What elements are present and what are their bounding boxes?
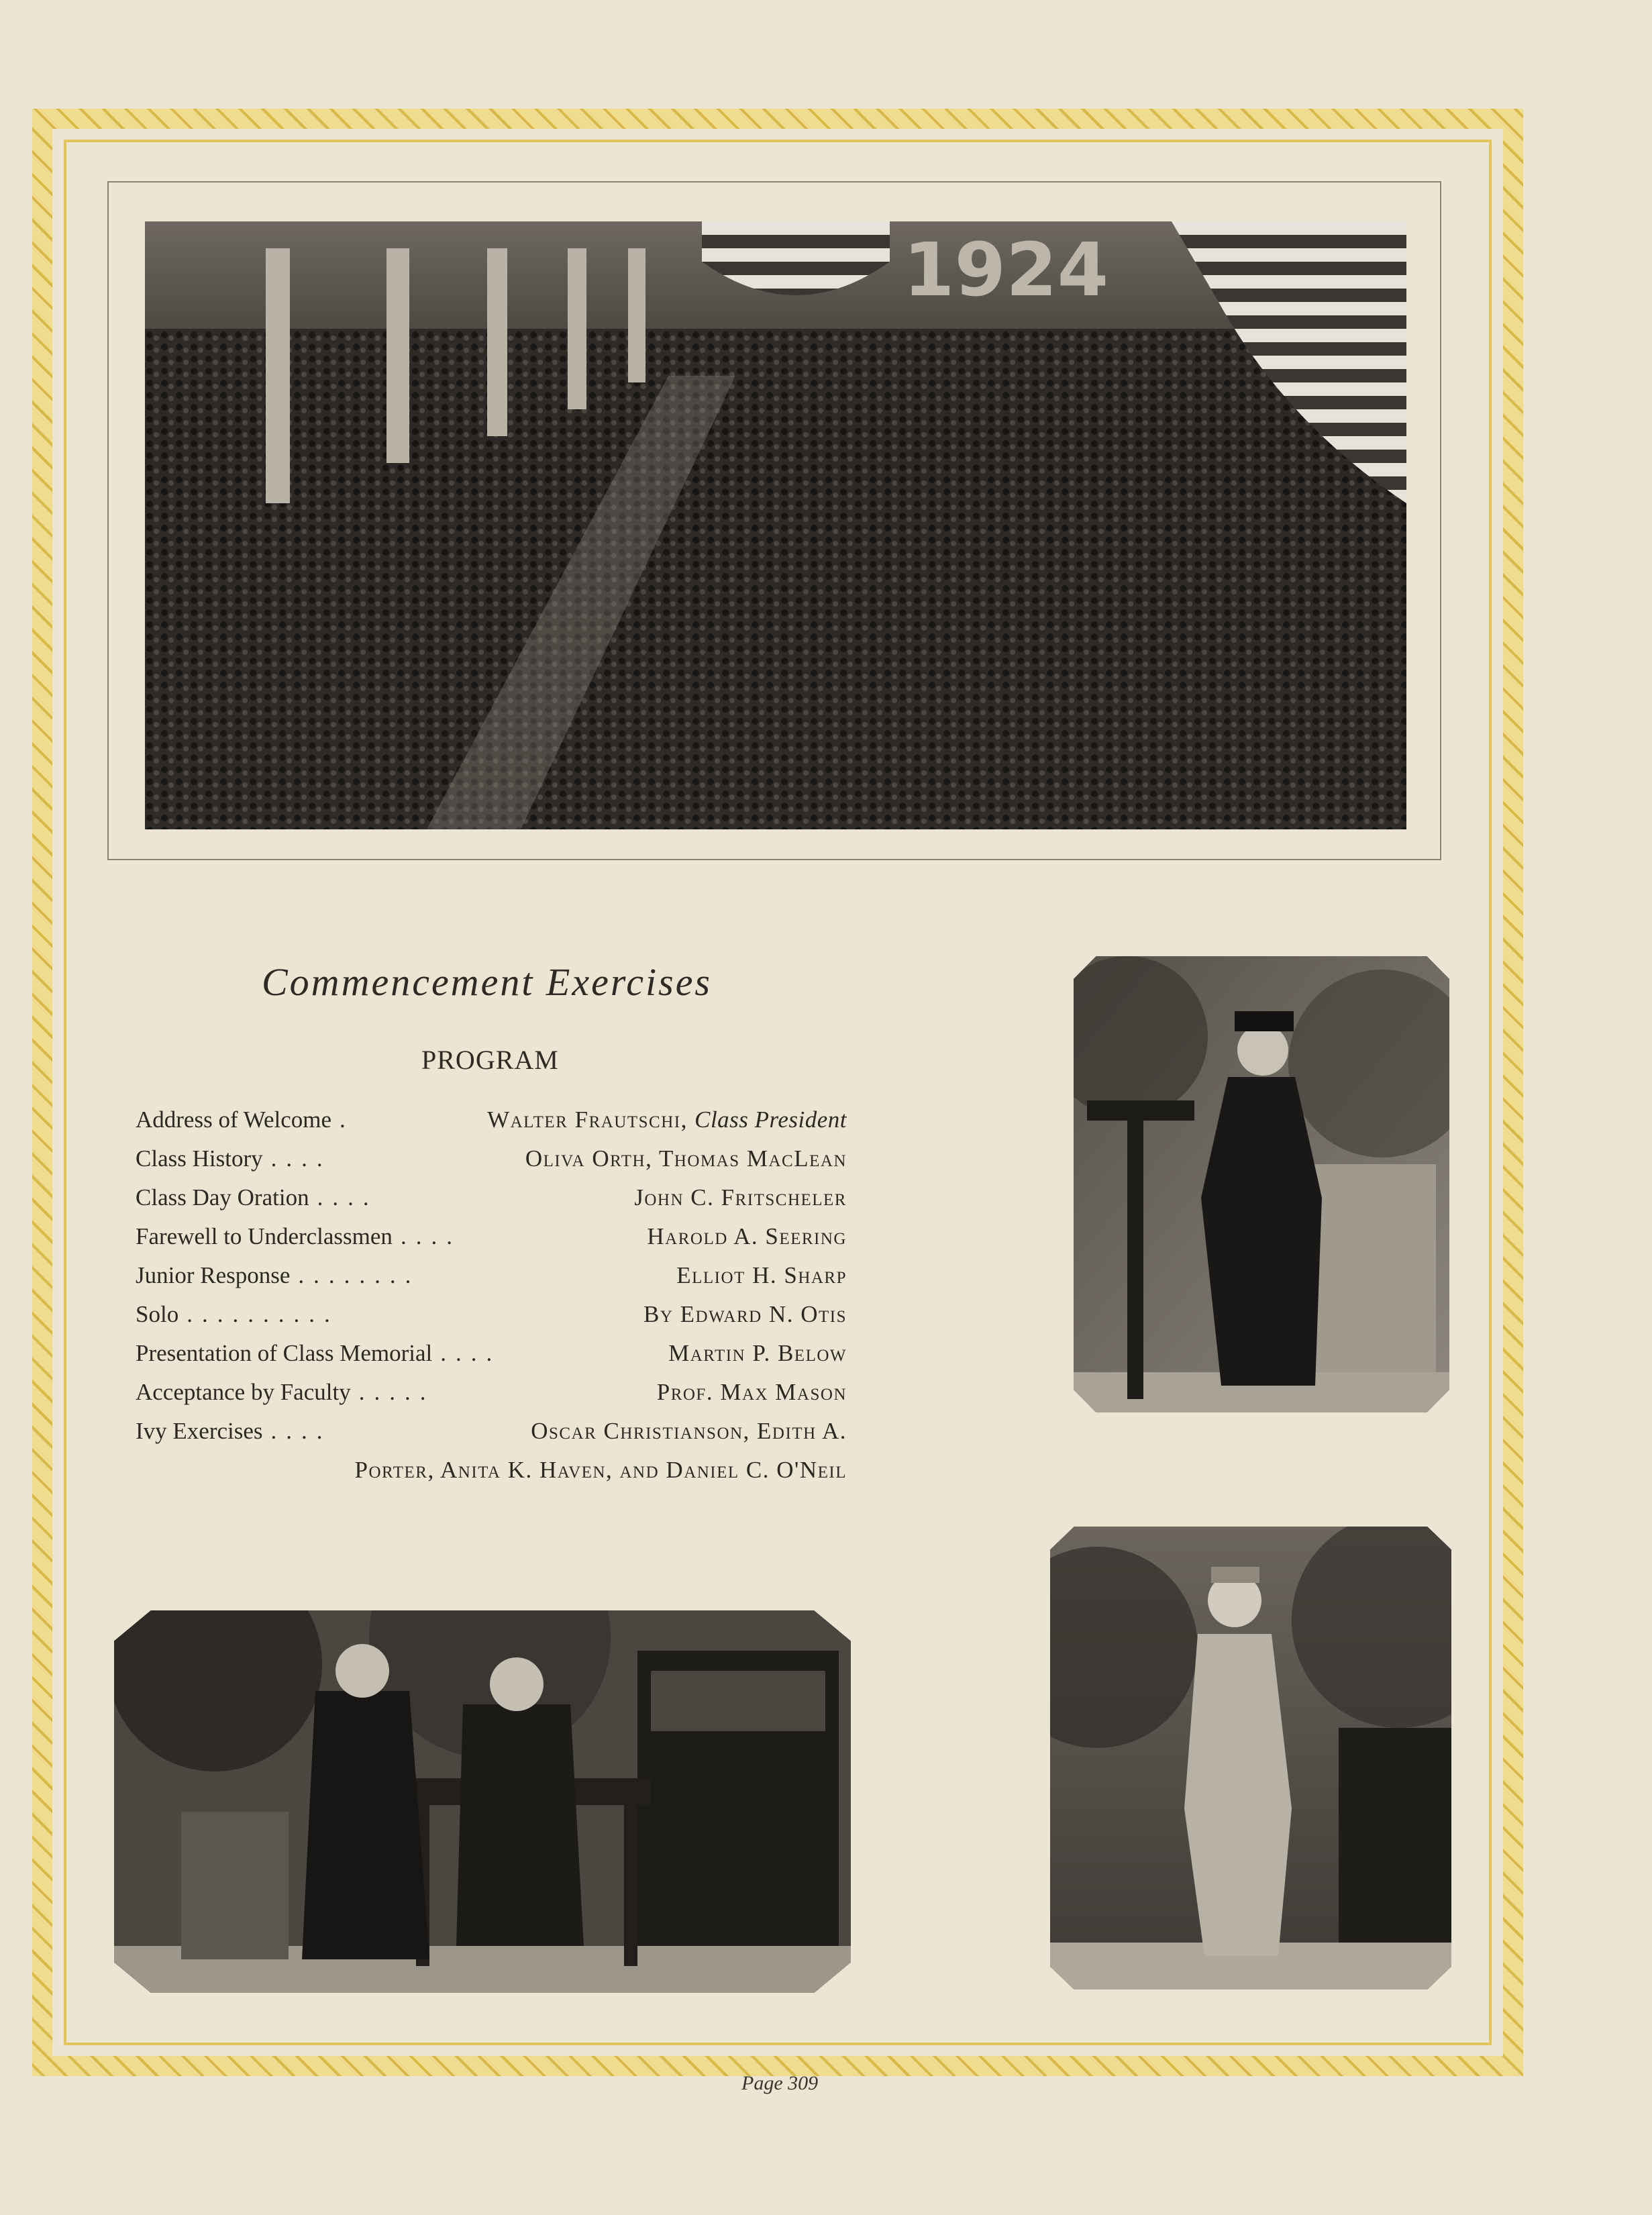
page-number: Page 309 bbox=[741, 2072, 819, 2094]
program-speaker: Elliot H. Sharp bbox=[676, 1262, 847, 1288]
leader-dots: .... bbox=[440, 1340, 502, 1366]
leader-dots: .... bbox=[400, 1223, 462, 1249]
program-list bbox=[136, 1100, 847, 1490]
leader-dots: .... bbox=[317, 1184, 378, 1210]
program-speaker: Martin P. Below bbox=[668, 1340, 847, 1366]
page-title: Commencement Exercises bbox=[262, 960, 713, 1004]
program-speaker: Harold A. Seering bbox=[647, 1223, 847, 1249]
program-part: Address of Welcome bbox=[136, 1106, 332, 1133]
program-part: Solo bbox=[136, 1301, 179, 1327]
program-row bbox=[136, 1334, 847, 1373]
banner-year-text: 1924 bbox=[903, 227, 1109, 313]
program-part: Acceptance by Faculty bbox=[136, 1379, 351, 1405]
program-row bbox=[136, 1295, 847, 1334]
program-part: Junior Response bbox=[136, 1262, 291, 1288]
program-speaker: Oliva Orth, Thomas MacLean bbox=[525, 1145, 847, 1172]
leader-dots: .... bbox=[270, 1145, 332, 1172]
program-row bbox=[136, 1412, 847, 1451]
program-row bbox=[136, 1139, 847, 1178]
program-speaker: Walter Frautschi, bbox=[487, 1106, 688, 1133]
program-part: Farewell to Underclassmen bbox=[136, 1223, 393, 1249]
program-row bbox=[136, 1178, 847, 1217]
program-heading: PROGRAM bbox=[421, 1045, 559, 1075]
program-speaker: By Edward N. Otis bbox=[643, 1301, 847, 1327]
program-part: Class Day Oration bbox=[136, 1184, 309, 1210]
program-row bbox=[136, 1373, 847, 1412]
program-part: Ivy Exercises bbox=[136, 1418, 263, 1444]
program-row bbox=[136, 1217, 847, 1256]
leader-dots: .... bbox=[270, 1418, 332, 1444]
program-part: Presentation of Class Memorial bbox=[136, 1340, 433, 1366]
signing-table-photo bbox=[114, 1610, 851, 1993]
man-in-suit-photo bbox=[1050, 1527, 1451, 1990]
leader-dots: ..... bbox=[358, 1379, 435, 1405]
program-row bbox=[136, 1256, 847, 1295]
speaker-role: Class President bbox=[694, 1106, 847, 1133]
speaker-gown-photo bbox=[1074, 956, 1449, 1412]
program-continuation: Porter, Anita K. Haven, and Daniel C. O'Neil bbox=[354, 1457, 847, 1483]
program-row bbox=[136, 1100, 847, 1139]
leader-dots: .......... bbox=[187, 1301, 340, 1327]
program-speaker: Oscar Christianson, Edith A. bbox=[531, 1418, 847, 1444]
leader-dots: ........ bbox=[298, 1262, 421, 1288]
commencement-crowd-photo bbox=[145, 221, 1406, 829]
program-speaker: Prof. Max Mason bbox=[656, 1379, 847, 1405]
program-speaker: John C. Fritscheler bbox=[634, 1184, 847, 1210]
leader-dots: . bbox=[340, 1106, 355, 1133]
program-part: Class History bbox=[136, 1145, 263, 1172]
